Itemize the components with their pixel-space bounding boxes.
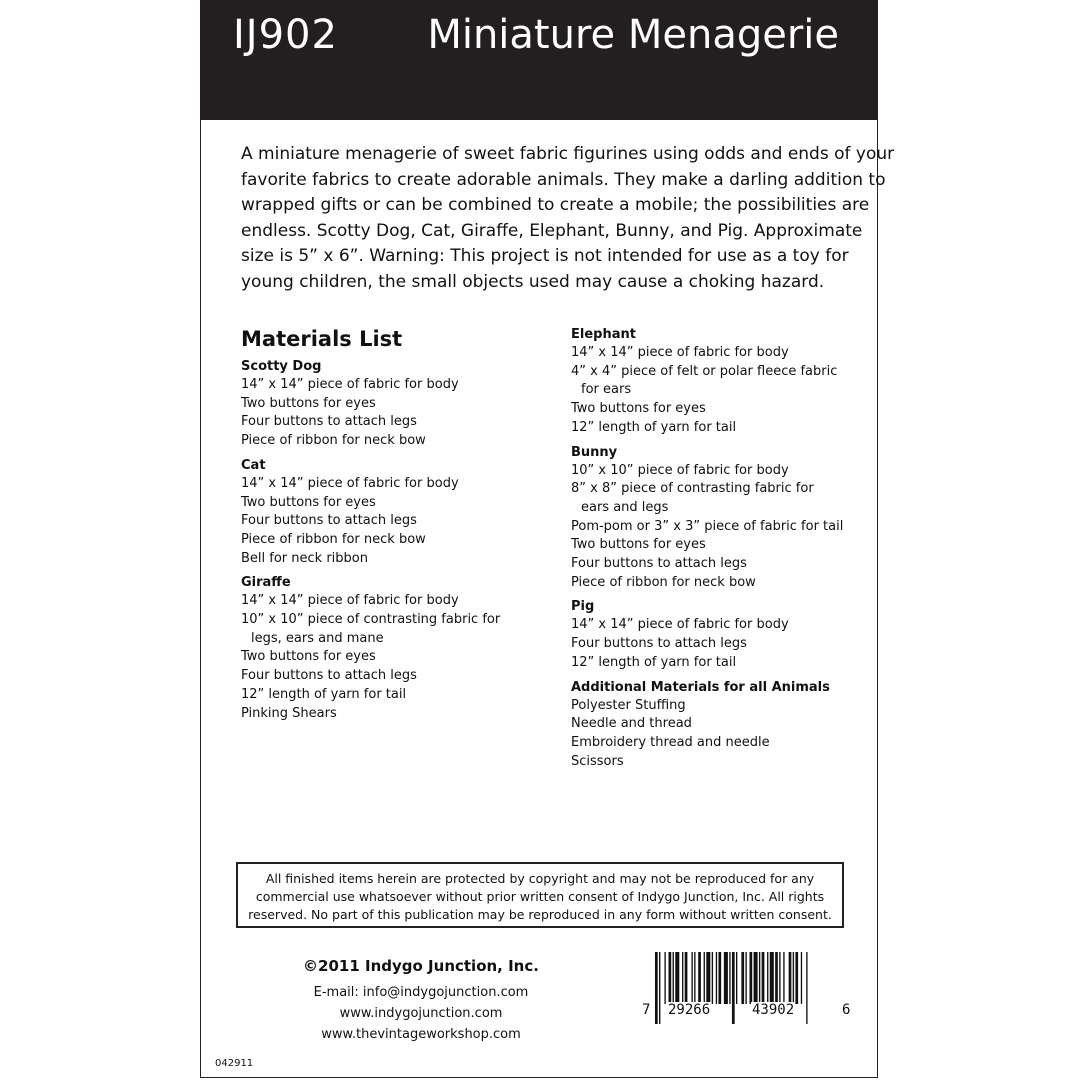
barcode-bar	[762, 952, 765, 1004]
materials-item: Four buttons to attach legs	[571, 556, 747, 572]
materials-group	[571, 444, 871, 593]
materials-item: Two buttons for eyes	[241, 395, 376, 411]
materials-item: Polyester Stuffing	[571, 697, 686, 713]
barcode-bar	[759, 952, 760, 1004]
materials-group-title: Giraffe	[241, 575, 291, 591]
barcode-bar	[795, 952, 798, 1004]
materials-item: Four buttons to attach legs	[241, 414, 417, 430]
materials-group-title: Cat	[241, 457, 266, 473]
publisher-contact	[301, 956, 541, 1045]
intro-line: wrapped gifts or can be combined to create a mobile; the possibilities are	[241, 195, 870, 215]
barcode-bar	[806, 952, 807, 1024]
barcode-bar	[673, 952, 674, 1004]
intro-line: favorite fabrics to create adorable animals. They make a darling addition to	[241, 169, 886, 190]
pattern-back-cover	[200, 0, 895, 1078]
barcode-bar	[770, 952, 774, 1004]
barcode-bar	[691, 952, 692, 1004]
barcode-bar	[698, 952, 701, 1004]
barcode-bar	[706, 952, 710, 1004]
barcode-bar	[729, 952, 730, 1004]
copyright-line: ©2011 Indygo Junction, Inc.	[303, 957, 539, 975]
barcode-bar	[685, 952, 688, 1004]
materials-item: 14” x 14” piece of fabric for body	[571, 345, 789, 360]
materials-item: 10” x 10” piece of contrasting fabric for	[241, 612, 501, 628]
barcode-bar	[655, 952, 658, 1024]
materials-group	[571, 326, 871, 438]
materials-item: Two buttons for eyes	[241, 494, 376, 510]
materials-item: Two buttons for eyes	[571, 401, 706, 417]
materials-group-title: Scotty Dog	[241, 359, 322, 374]
barcode-bar	[767, 952, 768, 1004]
materials-item: Embroidery thread and needle	[571, 734, 770, 750]
materials-item: Two buttons for eyes	[571, 537, 706, 553]
materials-item: Bell for neck ribbon	[241, 550, 368, 566]
materials-group	[571, 679, 871, 772]
email-line: E-mail: info@indygojunction.com	[313, 985, 529, 1000]
barcode-bar	[736, 952, 737, 1004]
materials-item: Scissors	[571, 753, 624, 769]
materials-item: Piece of ribbon for neck bow	[241, 433, 426, 449]
barcode-bar	[783, 952, 784, 1004]
barcode-bar	[664, 952, 665, 1004]
barcode-bar	[732, 952, 735, 1024]
intro-line: A miniature menagerie of sweet fabric figurines using odds and ends of your	[241, 144, 895, 164]
header-band	[201, 0, 877, 120]
barcode-bar	[659, 952, 660, 1024]
website-line: www.indygojunction.com	[339, 1006, 503, 1021]
barcode-bar	[675, 952, 679, 1004]
barcode-left-digits: 29266	[668, 1002, 711, 1018]
materials-item: Four buttons to attach legs	[571, 636, 747, 652]
materials-right-column	[571, 326, 871, 777]
notice-line: commercial use whatsoever without prior written consent of Indygo Junction, Inc. All rights	[255, 889, 825, 904]
materials-item: 10” x 10” piece of fabric for body	[571, 462, 789, 478]
barcode-lead-digit: 7	[642, 1002, 651, 1018]
barcode-bar	[775, 952, 778, 1004]
materials-item: ears and legs	[581, 499, 669, 515]
barcode-bar	[716, 952, 717, 1004]
barcode-bar	[724, 952, 728, 1004]
pattern-code: IJ902	[233, 12, 338, 58]
materials-group	[241, 457, 541, 569]
materials-left-column	[241, 326, 541, 729]
materials-item: 14” x 14” piece of fabric for body	[571, 617, 789, 633]
barcode-bar	[801, 952, 802, 1004]
barcode-bar	[793, 952, 794, 1004]
barcode-bar	[712, 952, 713, 1004]
materials-item: Four buttons to attach legs	[241, 668, 417, 684]
materials-group	[241, 358, 541, 451]
materials-item: Four buttons to attach legs	[241, 513, 417, 529]
notice-line: All finished items herein are protected by copyright and may not be reproduced for any	[265, 871, 815, 886]
materials-group-title: Additional Materials for all Animals	[571, 679, 830, 695]
materials-item: Two buttons for eyes	[241, 649, 376, 665]
materials-item: for ears	[581, 382, 632, 398]
barcode-bar	[669, 952, 672, 1004]
intro-description	[241, 142, 895, 295]
materials-group	[571, 598, 871, 672]
pattern-title: Miniature Menagerie	[427, 12, 839, 58]
barcode-bar	[779, 952, 780, 1004]
materials-item: legs, ears and mane	[251, 630, 384, 646]
intro-line: young children, the small objects used may cause a choking hazard.	[241, 271, 825, 292]
materials-item: Piece of ribbon for neck bow	[571, 574, 756, 590]
materials-group	[241, 574, 541, 723]
materials-item: Pom-pom or 3” x 3” piece of fabric for tail	[571, 518, 844, 534]
materials-group-title: Bunny	[571, 444, 618, 460]
barcode-bar	[718, 952, 721, 1004]
website-line: www.thevintageworkshop.com	[321, 1027, 521, 1042]
materials-item: Pinking Shears	[241, 705, 337, 721]
barcode-bar	[741, 952, 744, 1004]
barcode-check-digit: 6	[842, 1002, 851, 1018]
materials-item: Needle and thread	[571, 716, 692, 732]
materials-group-title: Pig	[571, 599, 595, 615]
barcode-bar	[745, 952, 746, 1004]
intro-line: size is 5” x 6”. Warning: This project is not intended for use as a toy for	[241, 246, 849, 266]
barcode-bar	[754, 952, 758, 1004]
materials-item: 8” x 8” piece of contrasting fabric for	[571, 481, 814, 497]
copyright-notice-box	[236, 862, 844, 928]
barcode-bar	[750, 952, 753, 1004]
materials-item: 14” x 14” piece of fabric for body	[241, 593, 459, 609]
materials-item: 14” x 14” piece of fabric for body	[241, 377, 459, 392]
notice-line: reserved. No part of this publication may be reproduced in any form without written consent.	[248, 907, 832, 922]
materials-item: 12” length of yarn for tail	[241, 686, 407, 702]
materials-group-title: Elephant	[571, 327, 636, 342]
materials-item: 12” length of yarn for tail	[571, 419, 737, 435]
intro-line: endless. Scotty Dog, Cat, Giraffe, Elephant, Bunny, and Pig. Approximate	[241, 220, 863, 241]
barcode-bar	[694, 952, 695, 1004]
barcode-bar	[789, 952, 792, 1004]
barcode-bar	[682, 952, 683, 1004]
materials-item: 4” x 4” piece of felt or polar fleece fabric	[571, 363, 838, 379]
barcode-bar	[704, 952, 705, 1004]
materials-list-title: Materials List	[241, 327, 403, 351]
materials-item: 14” x 14” piece of fabric for body	[241, 475, 459, 491]
print-code: 042911	[215, 1058, 254, 1069]
materials-item: 12” length of yarn for tail	[571, 654, 737, 670]
materials-item: Piece of ribbon for neck bow	[241, 531, 426, 547]
barcode-right-digits: 43902	[752, 1002, 795, 1018]
